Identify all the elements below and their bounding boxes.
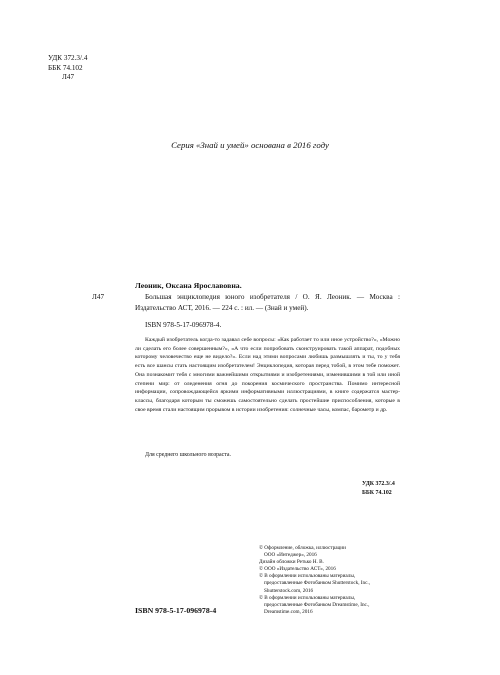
series-line: Серия «Знай и умей» основана в 2016 году [171, 140, 329, 150]
credit-block-design [259, 545, 419, 566]
credit-line: ООО «Интеджер», 2016 [264, 552, 317, 559]
credit-line: предоставленные Фотобанком Dreamstime, Inc., [264, 601, 370, 608]
audience-line: Для среднего школьного возраста. [145, 452, 231, 458]
bibliographic-description [135, 292, 400, 314]
author-heading: Леоник, Оксана Ярославовна. [135, 281, 242, 290]
credit-line: Shutterstock.com, 2016 [264, 587, 314, 594]
udk-code-bottom: УДК 372.3/.4 [362, 481, 395, 487]
credit-line: © В оформлении использованы материалы, [259, 573, 356, 580]
udk-code: УДК 372.3/.4 [48, 54, 88, 62]
credit-line: © В оформлении использованы материалы, [259, 594, 356, 601]
classification-codes-bottom [362, 480, 395, 498]
classification-codes-top [48, 54, 87, 83]
copyright-credits [259, 545, 419, 616]
credit-line: © ООО «Издательство АСТ», 2016 [259, 566, 336, 573]
credit-line: © Оформление, обложка, иллюстрации [259, 545, 346, 551]
side-author-sign: Л47 [92, 293, 105, 301]
isbn-bottom: ISBN 978-5-17-096978-4 [135, 606, 217, 615]
credit-line: Dreamstime.com, 2016 [264, 608, 313, 615]
bib-text: Большая энциклопедия юного изобретателя / О. Я. Леоник. — Москва : Издательство АСТ, 2016. — 224 с. : ил. — (Знай и умей). [135, 293, 400, 312]
credit-block-dreamstime [259, 595, 419, 616]
credit-block-shutterstock [259, 573, 419, 594]
isbn-line: ISBN 978-5-17-096978-4. [145, 321, 222, 329]
credit-line: предоставленные Фотобанком Shutterstock, Inc., [264, 580, 371, 587]
bbk-code-bottom: ББК 74.102 [362, 490, 392, 496]
credit-line: Дизайн обложки Ретько Н. В. [259, 559, 324, 566]
author-sign-code: Л47 [62, 73, 75, 81]
bbk-code: ББК 74.102 [48, 63, 83, 72]
abstract-paragraph: Каждый изобретатель когда-то задавал себе вопросы: «Как работает то или иное устройство?», «Можно ли сделать его более совершенным?», «А что если попробовать сконструировать такой аппарат, подобных которому человечество еще не видело?». Если над этими вопросами любишь размышлять и ты, то у тебя есть все шансы стать настоящим изобретателем! Энциклопедия, которая перед тобой, в этом тебе поможет. Она познакомит тебя с многими важнейшими открытиями и изобретениями, изменившими в той или иной степени мир: от оледенения огня до покорения космического пространства. Помимо интересной информации, сопровождающейся яркими информативными иллюстрациями, в книге содержатся мастер-классы, благодаря которым ты сможешь самостоятельно сделать простейшие приспособления, которые в свое время стали настоящим прорывом в истории изобретения: солнечные часы, компас, барометр и др. [135, 337, 400, 413]
